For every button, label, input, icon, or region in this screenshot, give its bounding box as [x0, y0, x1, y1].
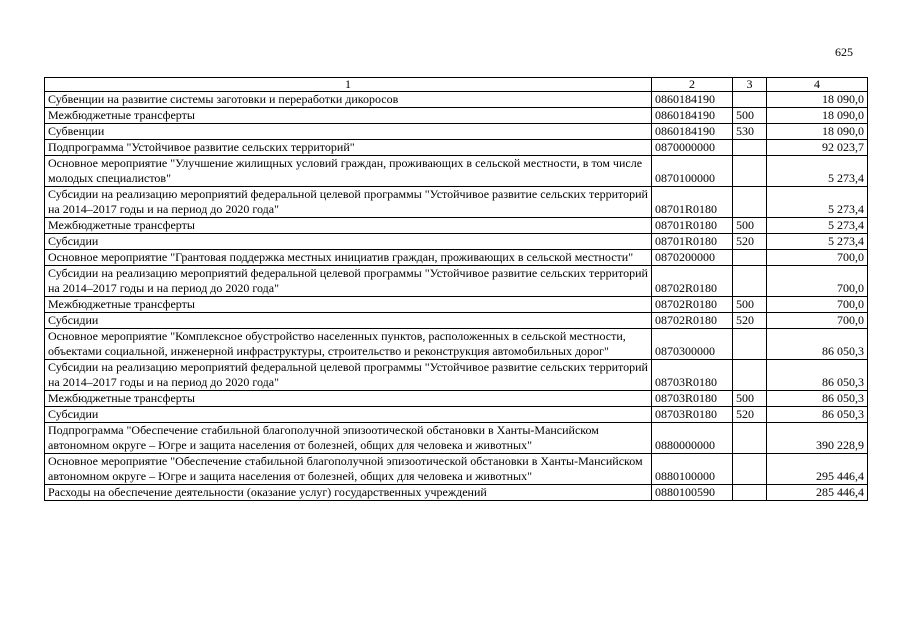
row-code-cell: 08703R0180 [652, 391, 733, 407]
row-vr-cell: 500 [733, 391, 767, 407]
row-code-cell: 08701R0180 [652, 187, 733, 218]
row-vr-cell [733, 266, 767, 297]
row-amount-cell: 5 273,4 [767, 218, 868, 234]
row-name-cell: Субсидии [45, 313, 652, 329]
row-code-cell: 0870000000 [652, 140, 733, 156]
row-vr-cell: 520 [733, 313, 767, 329]
table-row [45, 391, 868, 407]
row-code-cell: 08701R0180 [652, 234, 733, 250]
table-row [45, 92, 868, 108]
row-amount-cell: 700,0 [767, 297, 868, 313]
header-amount-column: 4 [767, 78, 868, 92]
row-vr-cell [733, 250, 767, 266]
row-vr-cell: 520 [733, 234, 767, 250]
row-vr-cell [733, 454, 767, 485]
table-row [45, 407, 868, 423]
row-name-cell: Субсидии на реализацию мероприятий федеральной целевой программы "Устойчивое развитие сельских территорий на 2014–2017 годы и на период до 2020 года" [45, 187, 652, 218]
row-code-cell: 0880000000 [652, 423, 733, 454]
row-code-cell: 08702R0180 [652, 297, 733, 313]
row-name-cell: Субсидии на реализацию мероприятий федеральной целевой программы "Устойчивое развитие сельских территорий на 2014–2017 годы и на период до 2020 года" [45, 360, 652, 391]
row-name-cell: Подпрограмма "Обеспечение стабильной благополучной эпизоотической обстановки в Ханты-Мансийском автономном округе – Югре и защита населения от болезней, общих для человека и животных" [45, 423, 652, 454]
row-code-cell: 0860184190 [652, 124, 733, 140]
row-vr-cell [733, 187, 767, 218]
row-code-cell: 0870100000 [652, 156, 733, 187]
row-code-cell: 0880100590 [652, 485, 733, 501]
row-name-cell: Межбюджетные трансферты [45, 297, 652, 313]
table-row [45, 250, 868, 266]
row-vr-cell [733, 329, 767, 360]
row-amount-cell: 86 050,3 [767, 407, 868, 423]
row-name-cell: Субсидии на реализацию мероприятий федеральной целевой программы "Устойчивое развитие сельских территорий на 2014–2017 годы и на период до 2020 года" [45, 266, 652, 297]
table-row [45, 108, 868, 124]
row-amount-cell: 700,0 [767, 250, 868, 266]
header-vr-column: 3 [733, 78, 767, 92]
row-name-cell: Основное мероприятие "Обеспечение стабильной благополучной эпизоотической обстановки в Ханты-Мансийском автономном округе – Югре и защита населения от болезней, общих для человека и животных" [45, 454, 652, 485]
row-name-cell: Субсидии [45, 234, 652, 250]
budget-table [44, 77, 868, 501]
row-amount-cell: 5 273,4 [767, 187, 868, 218]
table-row [45, 423, 868, 454]
row-name-cell: Подпрограмма "Устойчивое развитие сельских территорий" [45, 140, 652, 156]
row-amount-cell: 5 273,4 [767, 234, 868, 250]
table-row [45, 313, 868, 329]
row-code-cell: 08701R0180 [652, 218, 733, 234]
row-code-cell: 0870300000 [652, 329, 733, 360]
row-name-cell: Межбюджетные трансферты [45, 218, 652, 234]
row-name-cell: Основное мероприятие "Комплексное обустройство населенных пунктов, расположенных в сельской местности, объектами социальной, инженерной инфраструктуры, строительство и реконструкция автомобильных дорог" [45, 329, 652, 360]
row-amount-cell: 390 228,9 [767, 423, 868, 454]
table-body [45, 92, 868, 501]
table-row [45, 266, 868, 297]
row-name-cell: Субвенции на развитие системы заготовки и переработки дикоросов [45, 92, 652, 108]
row-code-cell: 08703R0180 [652, 360, 733, 391]
header-name-column: 1 [45, 78, 652, 92]
table-row [45, 454, 868, 485]
row-code-cell: 0860184190 [652, 92, 733, 108]
table-row [45, 156, 868, 187]
row-name-cell: Субвенции [45, 124, 652, 140]
row-name-cell: Субсидии [45, 407, 652, 423]
row-vr-cell: 500 [733, 218, 767, 234]
row-amount-cell: 86 050,3 [767, 391, 868, 407]
table-row [45, 234, 868, 250]
row-code-cell: 08702R0180 [652, 266, 733, 297]
row-vr-cell [733, 140, 767, 156]
row-vr-cell: 500 [733, 108, 767, 124]
row-vr-cell: 520 [733, 407, 767, 423]
row-vr-cell: 500 [733, 297, 767, 313]
page-number: 625 [835, 45, 853, 59]
table-row [45, 218, 868, 234]
row-vr-cell [733, 485, 767, 501]
table-row [45, 360, 868, 391]
row-amount-cell: 295 446,4 [767, 454, 868, 485]
table-row [45, 140, 868, 156]
header-code-column: 2 [652, 78, 733, 92]
row-code-cell: 0860184190 [652, 108, 733, 124]
table-row [45, 329, 868, 360]
row-name-cell: Расходы на обеспечение деятельности (оказание услуг) государственных учреждений [45, 485, 652, 501]
row-name-cell: Основное мероприятие "Улучшение жилищных условий граждан, проживающих в сельской местности, в том числе молодых специалистов" [45, 156, 652, 187]
table-row [45, 297, 868, 313]
row-name-cell: Межбюджетные трансферты [45, 108, 652, 124]
table-row [45, 124, 868, 140]
table-header-row [45, 78, 868, 92]
row-amount-cell: 18 090,0 [767, 92, 868, 108]
row-code-cell: 08702R0180 [652, 313, 733, 329]
row-code-cell: 0870200000 [652, 250, 733, 266]
row-name-cell: Межбюджетные трансферты [45, 391, 652, 407]
row-vr-cell [733, 156, 767, 187]
table-row [45, 187, 868, 218]
row-amount-cell: 18 090,0 [767, 108, 868, 124]
row-name-cell: Основное мероприятие "Грантовая поддержка местных инициатив граждан, проживающих в сельской местности" [45, 250, 652, 266]
row-vr-cell [733, 423, 767, 454]
row-amount-cell: 700,0 [767, 313, 868, 329]
row-amount-cell: 18 090,0 [767, 124, 868, 140]
row-code-cell: 08703R0180 [652, 407, 733, 423]
row-amount-cell: 86 050,3 [767, 360, 868, 391]
row-code-cell: 0880100000 [652, 454, 733, 485]
row-amount-cell: 700,0 [767, 266, 868, 297]
row-amount-cell: 5 273,4 [767, 156, 868, 187]
row-amount-cell: 285 446,4 [767, 485, 868, 501]
row-vr-cell [733, 360, 767, 391]
table-row [45, 485, 868, 501]
row-amount-cell: 92 023,7 [767, 140, 868, 156]
row-vr-cell: 530 [733, 124, 767, 140]
row-vr-cell [733, 92, 767, 108]
row-amount-cell: 86 050,3 [767, 329, 868, 360]
